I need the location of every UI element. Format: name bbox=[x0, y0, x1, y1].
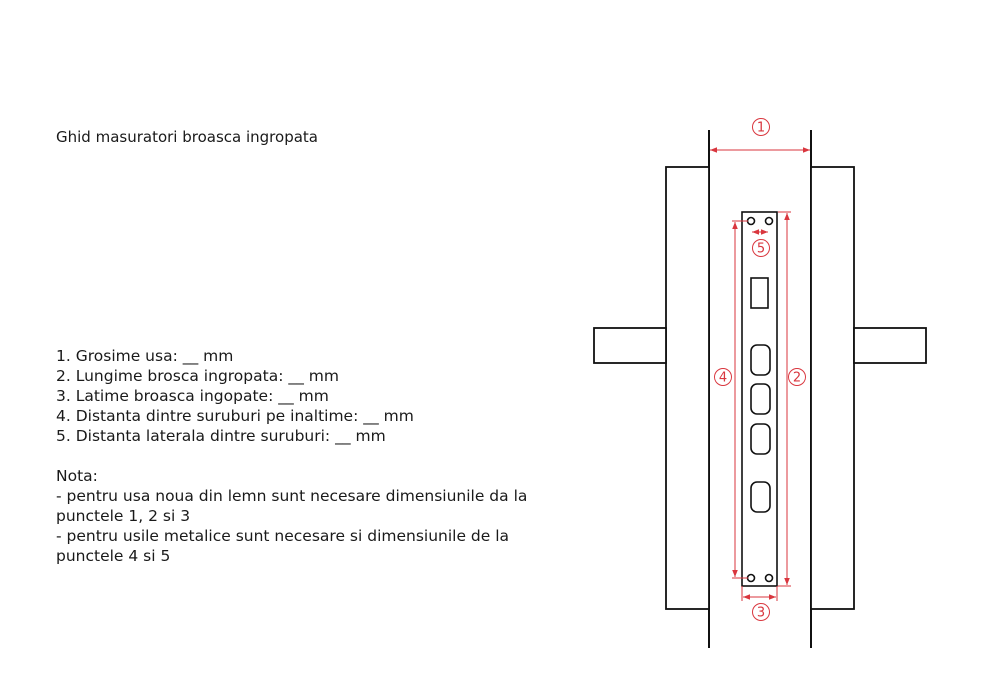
label-screw-lateral-distance: 5 bbox=[756, 241, 766, 257]
note-line-1: - pentru usa noua din lemn sunt necesare dimensiunile da la punctele 1, 2 si 3 bbox=[56, 487, 528, 525]
note-heading: Nota: bbox=[56, 467, 98, 485]
page-title: Ghid masuratori broasca ingropata bbox=[56, 128, 318, 146]
label-screw-vertical-distance: 4 bbox=[718, 370, 728, 386]
measurement-item-3: 3. Latime broasca ingopate: __ mm bbox=[56, 387, 329, 405]
label-lock-width: 3 bbox=[756, 605, 766, 621]
note-line-2: - pentru usile metalice sunt necesare si dimensiunile de la punctele 4 si 5 bbox=[56, 527, 510, 565]
lock-faceplate bbox=[742, 212, 777, 586]
measurement-item-5: 5. Distanta laterala dintre suruburi: __ mm bbox=[56, 427, 386, 445]
measurement-item-4: 4. Distanta dintre suruburi pe inaltime: __ mm bbox=[56, 407, 414, 425]
label-lock-length: 2 bbox=[792, 370, 802, 386]
measurement-item-1: 1. Grosime usa: __ mm bbox=[56, 347, 234, 365]
measurement-item-2: 2. Lungime brosca ingropata: __ mm bbox=[56, 367, 339, 385]
label-door-thickness: 1 bbox=[756, 120, 766, 136]
